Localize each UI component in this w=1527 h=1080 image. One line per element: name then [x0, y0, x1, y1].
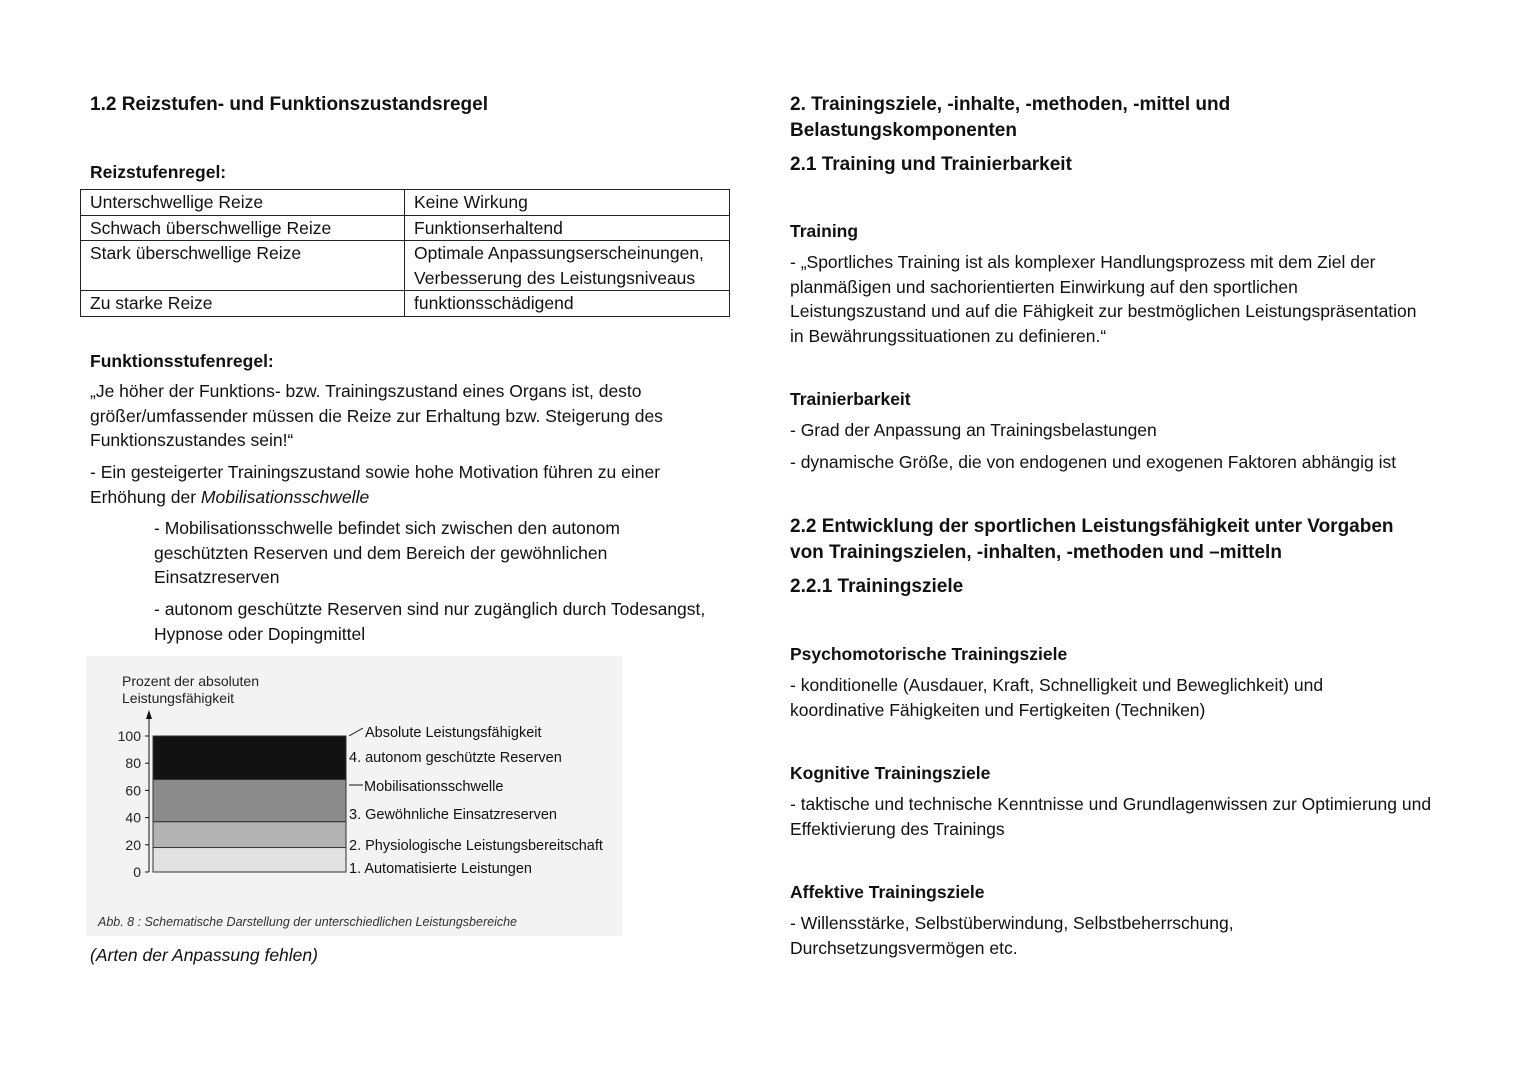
training-text: - „Sportliches Training ist als komplexer Handlungsprozess mit dem Ziel der planmäßigen und sachorientierten Einwirkung auf den sportlichen Leistungszustand und auf die Fähigkeit zur bestmöglichen Leistungspräsentation in Bewährungssituationen zu definieren.“	[790, 252, 1417, 346]
funktion-heading: Funktionsstufenregel:	[90, 351, 274, 371]
right-title-1: 2. Trainingsziele, -inhalte, -methoden, -mittel und	[790, 94, 1231, 115]
y-tick-label: 60	[125, 782, 141, 799]
trainierbarkeit-heading: Trainierbarkeit	[790, 389, 911, 409]
y-tick-label: 0	[133, 864, 141, 880]
table-row	[81, 241, 730, 291]
table-cell: Unterschwellige Reize	[81, 190, 405, 216]
label-auto: 1. Automatisierte Leistungen	[349, 861, 532, 877]
bar-segment-4	[153, 736, 346, 780]
label-mobil: Mobilisationsschwelle	[364, 779, 504, 795]
y-tick-label: 100	[117, 728, 141, 744]
trainierbarkeit-item-1: - Grad der Anpassung an Trainingsbelastungen	[790, 420, 1157, 440]
training-heading: Training	[790, 221, 859, 241]
psycho-heading: Psychomotorische Trainingsziele	[790, 644, 1068, 664]
bar-segment-3	[153, 780, 346, 822]
table-cell: Schwach überschwellige Reize	[81, 215, 405, 241]
reizstufen-table	[80, 189, 730, 317]
table-cell: Optimale Anpassungserscheinungen, Verbesserung des Leistungsniveaus	[405, 241, 730, 291]
section-2-2-1-title: 2.2.1 Trainingsziele	[790, 576, 964, 597]
label-gewoehnlich: 3. Gewöhnliche Einsatzreserven	[349, 807, 557, 823]
leistungsbereiche-figure	[86, 656, 622, 936]
bullet-emphasis: Mobilisationsschwelle	[200, 486, 370, 507]
note-text: (Arten der Anpassung fehlen)	[90, 945, 318, 965]
chart-ylabel-1: Prozent der absoluten	[122, 673, 259, 689]
table-cell: Zu starke Reize	[81, 291, 405, 317]
right-title-2: Belastungskomponenten	[790, 120, 1017, 141]
kogn-text: - taktische und technische Kenntnisse und Grundlagenwissen zur Optimierung und Effektivierung des Trainings	[790, 794, 1432, 839]
table-cell: funktionsschädigend	[405, 291, 730, 317]
aff-text: - Willensstärke, Selbstüberwindung, Selbstbeherrschung, Durchsetzungsvermögen etc.	[790, 913, 1234, 958]
bullet-mobilisation	[90, 460, 710, 509]
section-2-1-title: 2.1 Training und Trainierbarkeit	[790, 154, 1072, 175]
section-2-2-title: 2.2 Entwicklung der sportlichen Leistungsfähigkeit unter Vorgaben von Trainingszielen, -inhalten, -methoden und –mitteln	[790, 516, 1394, 563]
absolute-pointer	[349, 728, 363, 736]
psycho-text: - konditionelle (Ausdauer, Kraft, Schnelligkeit und Beweglichkeit) und koordinative Fähigkeiten und Fertigkeiten (Techniken)	[790, 675, 1324, 720]
sub-bullet-1: - Mobilisationsschwelle befindet sich zwischen den autonom geschützten Reserven und dem Bereich der gewöhnlichen Einsatzreserven	[154, 518, 620, 587]
y-tick-label: 20	[125, 836, 141, 853]
table-row	[81, 190, 730, 216]
table-row	[81, 291, 730, 317]
aff-heading: Affektive Trainingsziele	[790, 882, 985, 902]
figure-caption: Abb. 8 : Schematische Darstellung der unterschiedlichen Leistungsbereiche	[98, 915, 517, 929]
trainierbarkeit-item-2: - dynamische Größe, die von endogenen und exogenen Faktoren abhängig ist	[790, 452, 1397, 472]
bar-segment-1	[153, 848, 346, 872]
sub-bullet-2: - autonom geschützte Reserven sind nur zugänglich durch Todesangst, Hypnose oder Dopingmittel	[154, 599, 706, 644]
bar-segment-2	[153, 822, 346, 848]
kogn-heading: Kognitive Trainingsziele	[790, 763, 991, 783]
quote-text: „Je höher der Funktions- bzw. Trainingszustand eines Organs ist, desto größer/umfassender müssen die Reize zur Erhaltung bzw. Steigerung des Funktionszustandes sein!“	[90, 381, 663, 450]
label-autonom: 4. autonom geschützte Reserven	[349, 750, 562, 766]
table-cell: Keine Wirkung	[405, 190, 730, 216]
reizstufen-heading: Reizstufenregel:	[90, 162, 227, 182]
bullet-text: - Ein gesteigerter Trainingszustand sowie hohe Motivation führen zu einer Erhöhung der	[90, 462, 661, 507]
label-physio: 2. Physiologische Leistungsbereitschaft	[349, 838, 603, 854]
table-cell: Funktionserhaltend	[405, 215, 730, 241]
y-tick-label: 80	[125, 755, 141, 772]
table-cell: Stark überschwellige Reize	[81, 241, 405, 291]
y-tick-label: 40	[125, 809, 141, 826]
section-title: 1.2 Reizstufen- und Funktionszustandsregel	[90, 94, 488, 115]
y-axis-arrow	[146, 710, 152, 719]
chart-ylabel-2: Leistungsfähigkeit	[122, 690, 235, 706]
leistungsbereiche-chart	[86, 656, 622, 936]
label-absolute: Absolute Leistungsfähigkeit	[365, 725, 542, 741]
table-row	[81, 215, 730, 241]
